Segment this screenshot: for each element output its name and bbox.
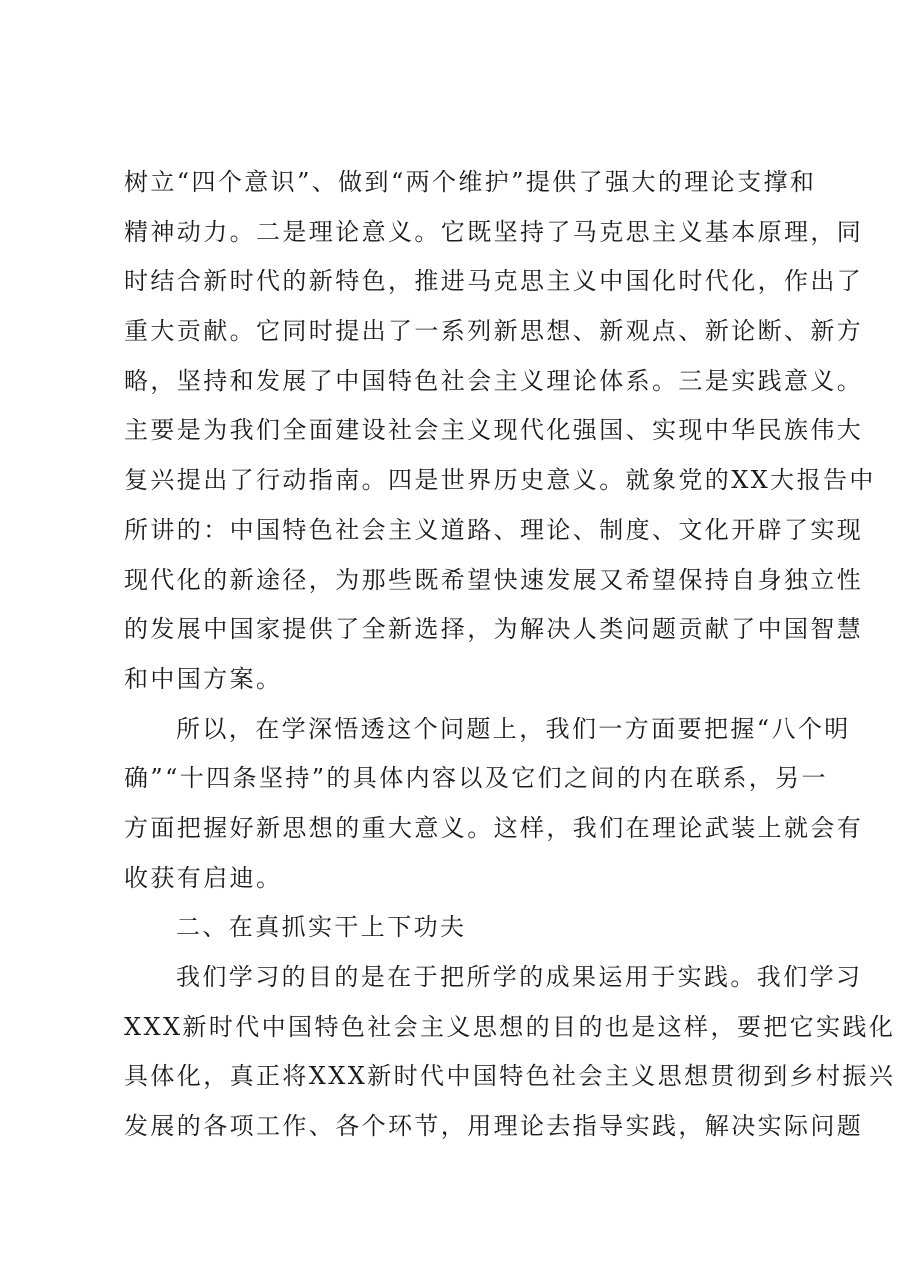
- text-line: 发展的各项工作、各个环节，用理论去指导实践，解决实际问题: [124, 1112, 864, 1141]
- text-line: 的发展中国家提供了全新选择，为解决人类问题贡献了中国智慧: [124, 615, 864, 644]
- text-line: 复兴提出了行动指南。四是世界历史意义。就象党的XX大报告中: [124, 466, 876, 495]
- body-text: [124, 158, 896, 1152]
- text-line: 树立“四个意识”、做到“两个维护”提供了强大的理论支撑和: [124, 168, 817, 196]
- text-line: 具体化，真正将XXX新时代中国特色社会主义思想贯彻到乡村振兴: [124, 1062, 896, 1091]
- text-line: 主要是为我们全面建设社会主义现代化强国、实现中华民族伟大: [124, 416, 864, 445]
- text-line: 精神动力。二是理论意义。它既坚持了马克思主义基本原理，同: [124, 217, 864, 246]
- text-line: 和中国方案。: [124, 664, 283, 693]
- text-line: 确”“十四条坚持”的具体内容以及它们之间的内在联系，另一: [124, 764, 829, 793]
- text-line: 重大贡献。它同时提出了一系列新思想、新观点、新论断、新方: [124, 317, 864, 346]
- text-line: 所讲的：中国特色社会主义道路、理论、制度、文化开辟了实现: [124, 515, 864, 544]
- text-line: 现代化的新途径，为那些既希望快速发展又希望保持自身独立性: [124, 565, 864, 594]
- section-heading: 二、在真抓实干上下功夫: [176, 913, 467, 942]
- text-line: 收获有启迪。: [124, 863, 283, 892]
- paragraph-start-line: 我们学习的目的是在于把所学的成果运用于实践。我们学习: [176, 963, 863, 991]
- text-line: 时结合新时代的新特色，推进马克思主义中国化时代化，作出了: [124, 267, 864, 296]
- text-line: 略，坚持和发展了中国特色社会主义理论体系。三是实践意义。: [124, 366, 864, 395]
- text-line: XXX新时代中国特色社会主义思想的目的也是这样，要把它实践化: [124, 1012, 896, 1041]
- text-line: 方面把握好新思想的重大意义。这样，我们在理论武装上就会有: [124, 813, 864, 842]
- paragraph-start-line: 所以，在学深悟透这个问题上，我们一方面要把握“八个明: [176, 714, 851, 743]
